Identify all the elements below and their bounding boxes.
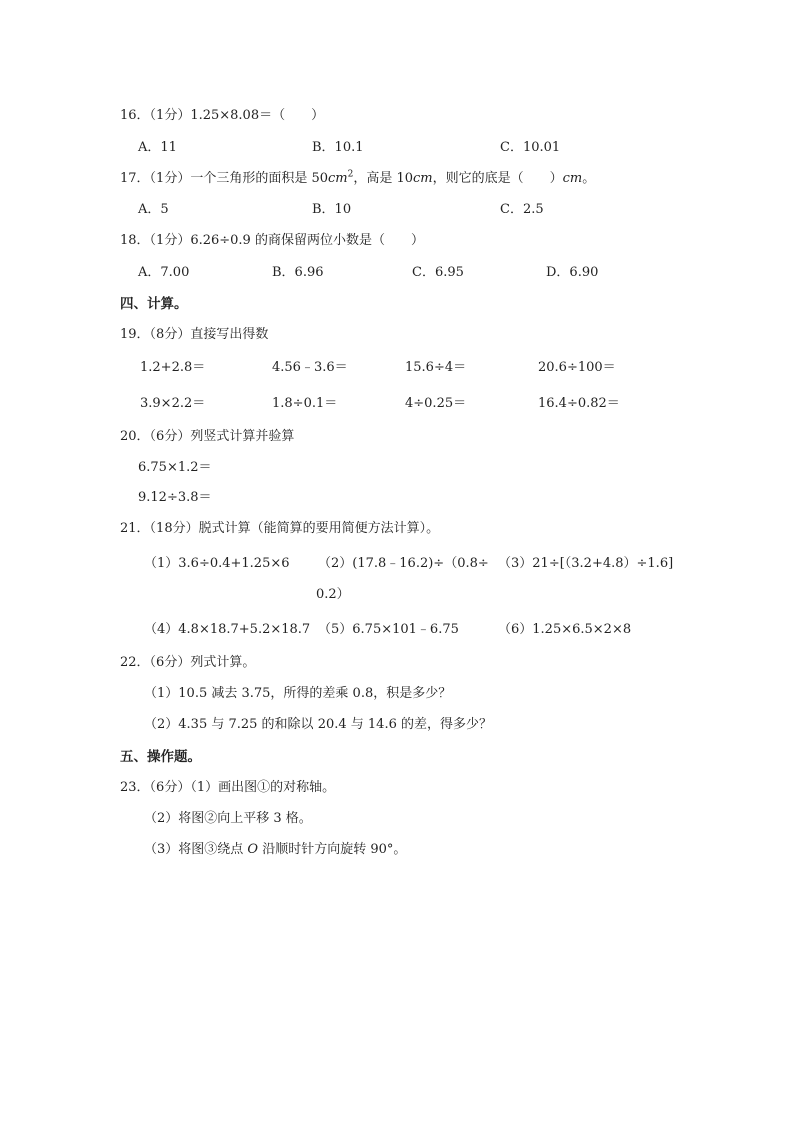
- q19-item: 1.8÷0.1＝: [272, 396, 338, 411]
- question-19-stem: 19．（8分）直接写出得数: [120, 327, 269, 342]
- q21-item-4: （4）4.8×18.7+5.2×18.7: [144, 622, 311, 637]
- section-4-heading: 四、计算。: [120, 296, 188, 312]
- section-5-heading: 五、操作题。: [120, 749, 201, 765]
- q23-item-3-part-b: 沿顺时针方向旋转 90°。: [258, 842, 407, 857]
- q17-option-a: A．5: [138, 202, 169, 217]
- q21-item-3: （3）21÷[（3.2+4.8）÷1.6]: [498, 556, 674, 571]
- q17-unit-end: cm: [562, 171, 583, 186]
- q17-superscript: 2: [347, 169, 354, 180]
- question-20-stem: 20．（6分）列竖式计算并验算: [120, 429, 295, 444]
- q20-item-2: 9.12÷3.8＝: [138, 490, 212, 505]
- q19-item: 20.6÷100＝: [538, 360, 616, 375]
- q23-item-2: （2）将图②向上平移 3 格。: [144, 811, 312, 826]
- q17-stem-part-b: ，高是 10: [353, 171, 414, 186]
- question-18-stem: 18．（1分）6.26÷0.9 的商保留两位小数是（ ）: [120, 233, 424, 248]
- question-21-stem: 21．（18分）脱式计算（能简算的要用简便方法计算）。: [120, 521, 440, 536]
- question-16-stem: 16．（1分）1.25×8.08＝（ ）: [120, 108, 325, 123]
- question-22-stem: 22．（6分）列式计算。: [120, 655, 256, 670]
- q21-item-2-wrap: 0.2）: [316, 587, 350, 602]
- q19-item: 3.9×2.2＝: [140, 396, 206, 411]
- q19-item: 4÷0.25＝: [405, 396, 467, 411]
- q21-item-5: （5）6.75×101﹣6.75: [318, 622, 459, 637]
- q19-item: 15.6÷4＝: [405, 360, 467, 375]
- q17-option-b: B．10: [312, 202, 352, 217]
- q16-option-b: B．10.1: [312, 140, 364, 155]
- q23-point-o: O: [247, 842, 259, 857]
- q18-option-a: A．7.00: [138, 265, 190, 280]
- q17-unit-cm: cm: [413, 171, 433, 186]
- q16-option-c: C．10.01: [500, 140, 561, 155]
- question-23-stem: 23．（6分）（1）画出图①的对称轴。: [120, 780, 336, 795]
- q23-item-3: [144, 838, 406, 857]
- q16-option-a: A．11: [138, 140, 177, 155]
- q21-item-2: （2）(17.8﹣16.2)÷（0.8÷: [318, 556, 489, 571]
- q23-item-3-part-a: （3）将图③绕点: [144, 842, 248, 857]
- q21-item-1: （1）3.6÷0.4+1.25×6: [144, 556, 290, 571]
- q17-stem-part-a: 17．（1分）一个三角形的面积是 50: [120, 171, 328, 186]
- q19-item: 4.56﹣3.6＝: [272, 360, 348, 375]
- question-17-stem: [120, 167, 595, 186]
- q19-item: 16.4÷0.82＝: [538, 396, 620, 411]
- q19-item: 1.2+2.8＝: [140, 360, 206, 375]
- q17-stem-part-c: ，则它的底是（ ）: [432, 171, 563, 186]
- q18-option-d: D．6.90: [546, 265, 599, 280]
- q22-item-2: （2）4.35 与 7.25 的和除以 20.4 与 14.6 的差，得多少？: [144, 717, 492, 732]
- q17-stem-part-d: 。: [582, 171, 596, 186]
- q21-item-6: （6）1.25×6.5×2×8: [498, 622, 632, 637]
- q17-option-c: C．2.5: [500, 202, 544, 217]
- q18-option-c: C．6.95: [412, 265, 464, 280]
- q22-item-1: （1）10.5 减去 3.75，所得的差乘 0.8，积是多少？: [144, 686, 452, 701]
- q17-unit-cm2: cm: [328, 171, 348, 186]
- q18-option-b: B．6.96: [272, 265, 324, 280]
- q20-item-1: 6.75×1.2＝: [138, 460, 212, 475]
